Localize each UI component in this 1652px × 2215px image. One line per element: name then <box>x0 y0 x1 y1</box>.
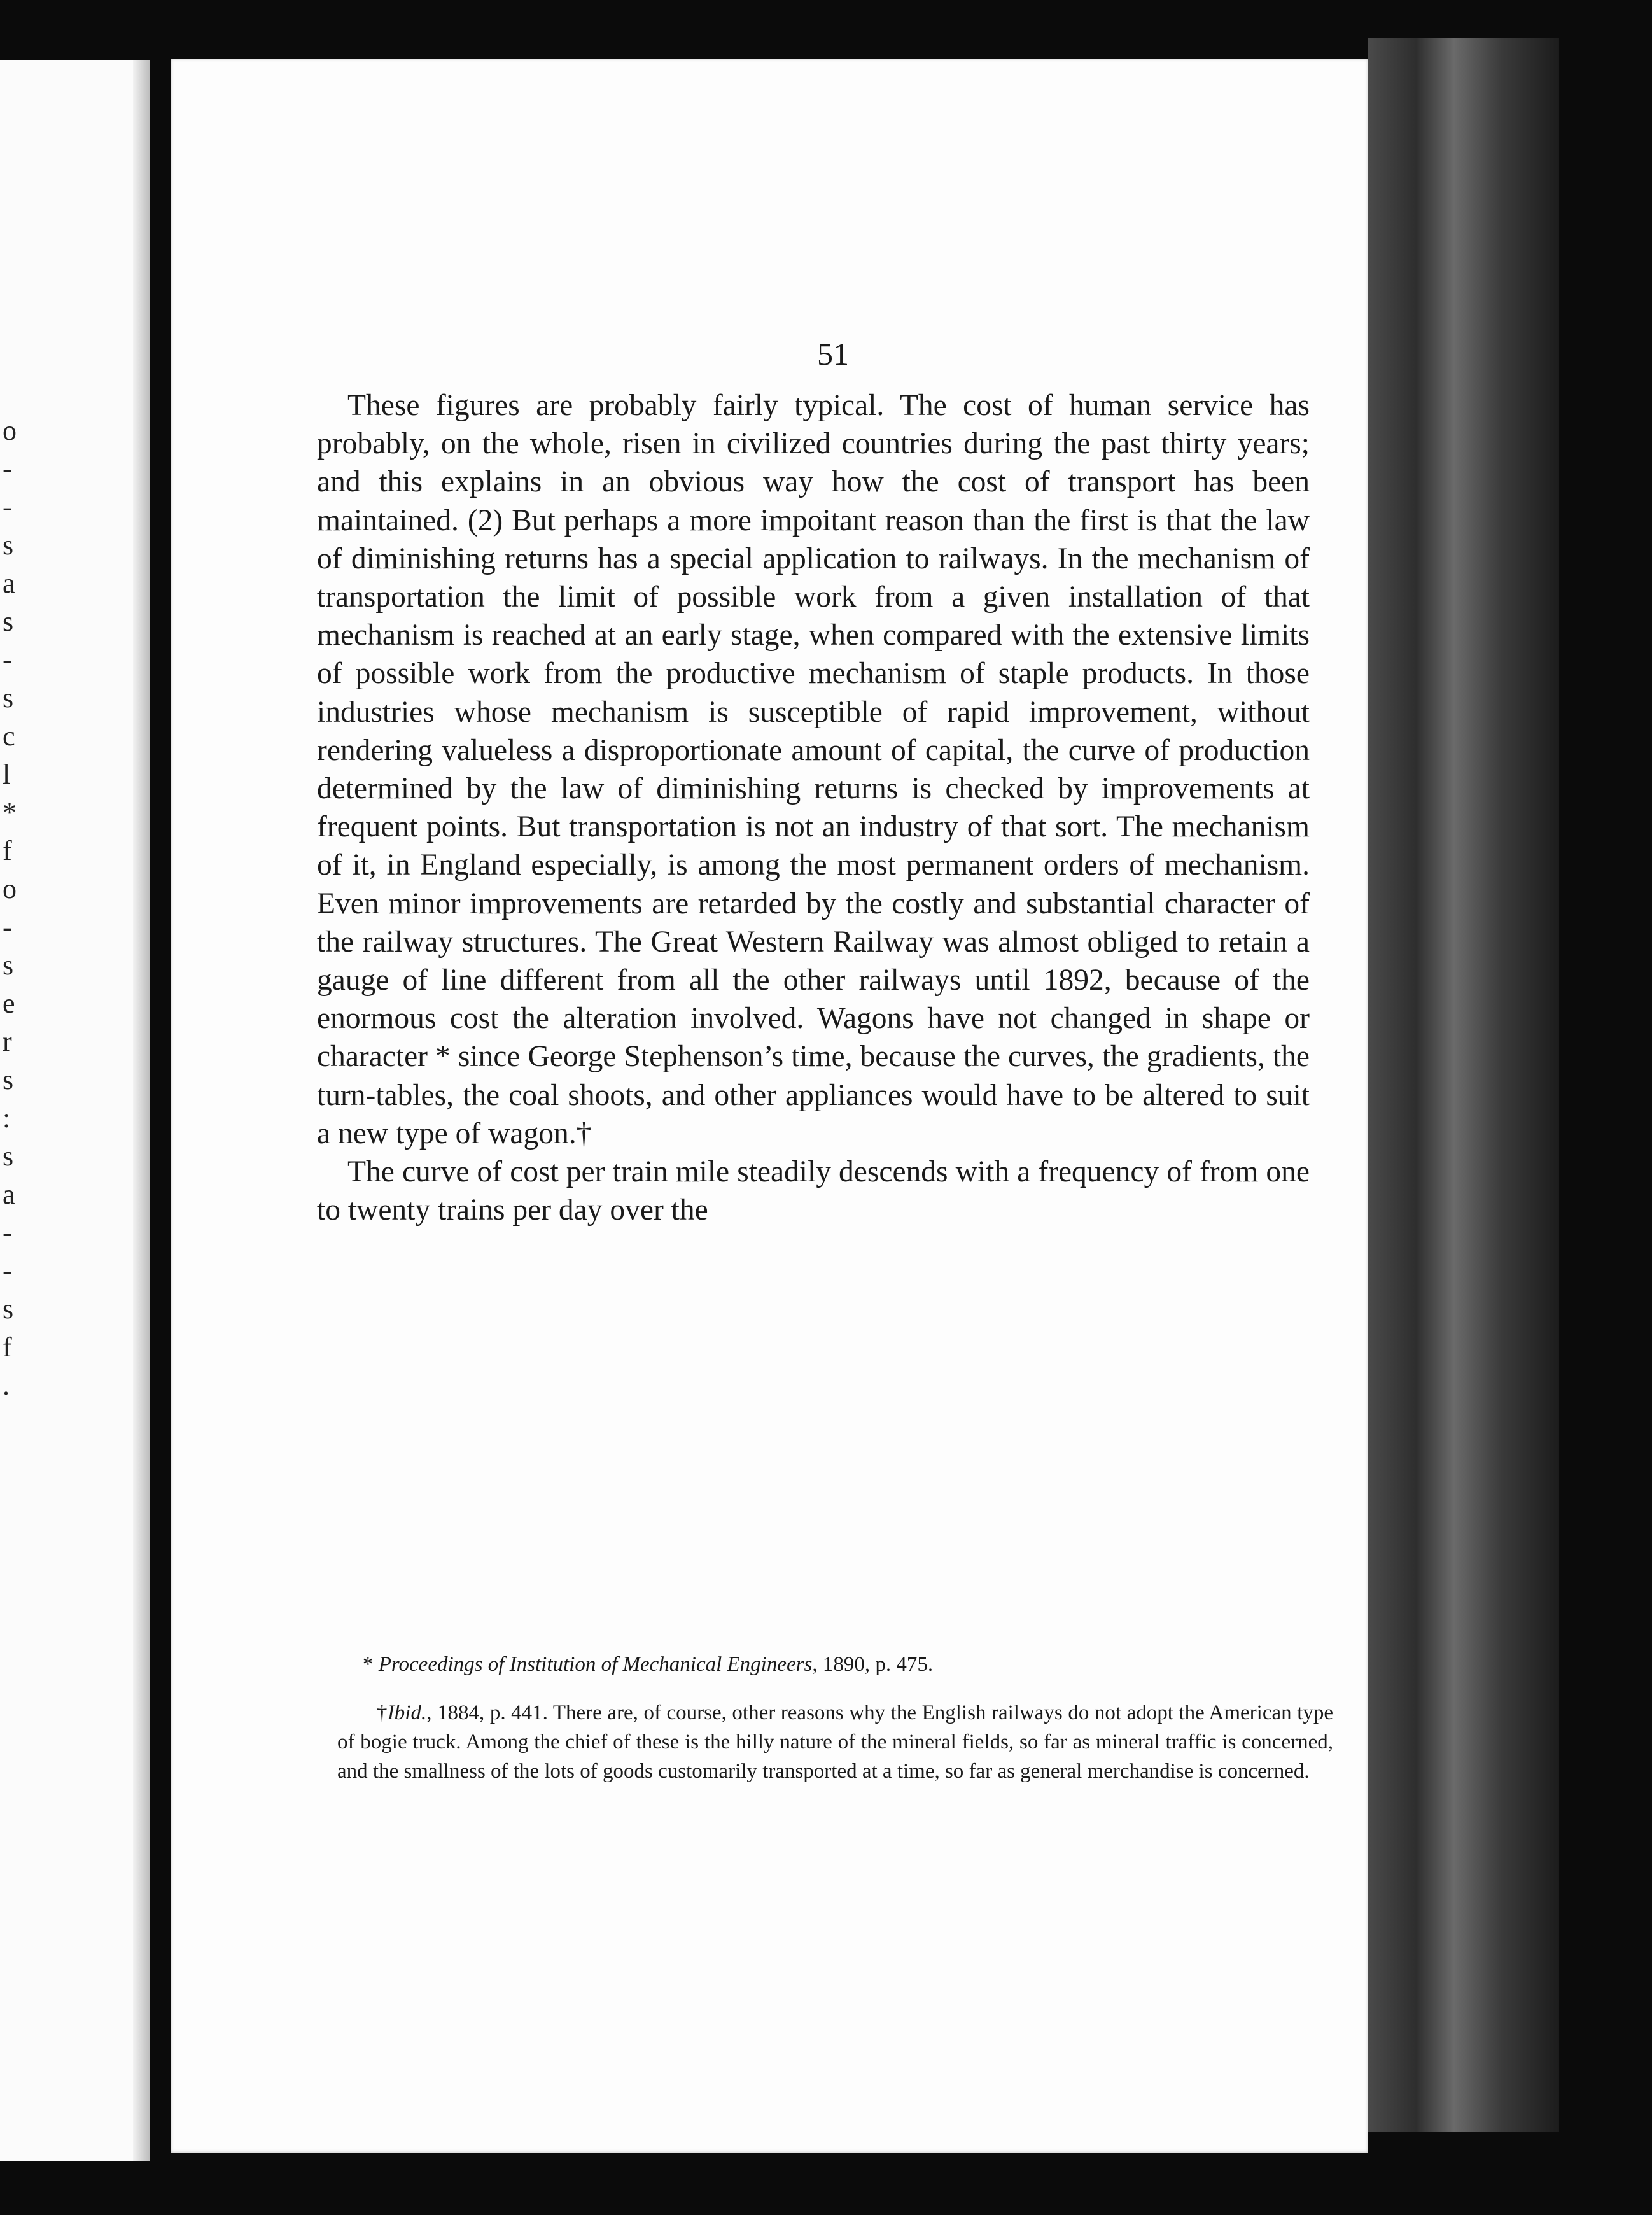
footnote-citation: , 1890, p. 475. <box>812 1653 934 1676</box>
facing-page-fragment: - <box>3 1255 12 1286</box>
book-page-stack <box>1368 38 1559 2132</box>
facing-page-fragment: f <box>3 1332 12 1363</box>
footnote-ibid: Ibid. <box>387 1701 427 1724</box>
facing-page-fragment: a <box>3 1179 15 1210</box>
facing-page-fragment: r <box>3 1026 12 1057</box>
footnote-marker: * <box>363 1653 374 1676</box>
footnote-source-title: Proceedings of Institution of Mechanical Engineers <box>378 1653 813 1676</box>
footnote-text: , 1884, p. 441. There are, of course, other reasons why the English railways do not adopt the American type of bogie truck. Among the chief of these is the hilly nature of the mineral fields, so far as mineral traffic is concerned, and the smallness of the lots of goods customarily transported at a time, so far as general merchandise is concerned. <box>337 1701 1334 1783</box>
facing-page-fragment: s <box>3 606 14 637</box>
paragraph: These figures are probably fairly typical. The cost of human service has probably, on the whole, risen in civilized countries during the past thirty years; and this explains in an obvious way how the cost of transport has been maintained. (2) But perhaps a more impoitant reason than the first is that the law of diminishing returns has a special application to railways. In the mechanism of transportation the limit of possible work from a given installation of that mechanism is reached at an early stage, when compared with the extensive limits of possible work from the productive mechanism of staple products. In those industries whose mechanism is susceptible of rapid improvement, without rendering valueless a disproportionate amount of capital, the curve of production determined by the law of diminishing returns is checked by improvements at frequent points. But transportation is not an industry of that sort. The mechanism of it, in England especially, is among the most permanent orders of mechanism. Even minor improvements are retarded by the costly and substantial character of the railway structures. The Great Western Railway was almost obliged to retain a gauge of line different from all the other railways until 1892, because of the enormous cost the alteration involved. Wagons have not changed in shape or character * since George Stephenson’s time, because the curves, the gradients, the turn-tables, the coal shoots, and other appliances would have to be altered to suit a new type of wagon.† <box>317 389 1310 1150</box>
facing-page-fragment: s <box>3 1293 14 1325</box>
facing-page-fragment: - <box>3 644 12 675</box>
facing-page-fragment: o <box>3 415 17 446</box>
footnote-marker: † <box>377 1701 388 1724</box>
facing-page-text-fragments <box>0 60 25 2161</box>
facing-page <box>0 60 150 2161</box>
footnote-1 <box>337 1650 1333 1679</box>
page-gutter-shadow <box>133 60 150 2161</box>
paragraph: The curve of cost per train mile steadily descends with a frequency of from one to twenty trains per day over the <box>317 1155 1310 1227</box>
footnotes <box>337 1650 1333 1786</box>
facing-page-fragment: s <box>3 682 14 714</box>
facing-page-fragment: : <box>3 1102 11 1134</box>
footnote-2 <box>337 1698 1333 1786</box>
facing-page-fragment: s <box>3 1064 14 1095</box>
facing-page-fragment: s <box>3 1141 14 1172</box>
facing-page-fragment: - <box>3 453 12 484</box>
main-text <box>317 386 1310 1229</box>
facing-page-fragment: - <box>3 491 12 523</box>
facing-page-fragment: a <box>3 568 15 599</box>
facing-page-fragment: s <box>3 950 14 981</box>
page-number: 51 <box>817 336 849 372</box>
facing-page-fragment: f <box>3 835 12 866</box>
facing-page-fragment: . <box>3 1370 10 1401</box>
facing-page-fragment: - <box>3 1217 12 1248</box>
facing-page-fragment: * <box>3 797 17 828</box>
facing-page-fragment: l <box>3 759 11 790</box>
book-page <box>171 59 1368 2153</box>
facing-page-fragment: e <box>3 988 15 1019</box>
facing-page-fragment: c <box>3 721 15 752</box>
facing-page-fragment: s <box>3 530 14 561</box>
facing-page-fragment: o <box>3 873 17 904</box>
facing-page-fragment: - <box>3 911 12 943</box>
